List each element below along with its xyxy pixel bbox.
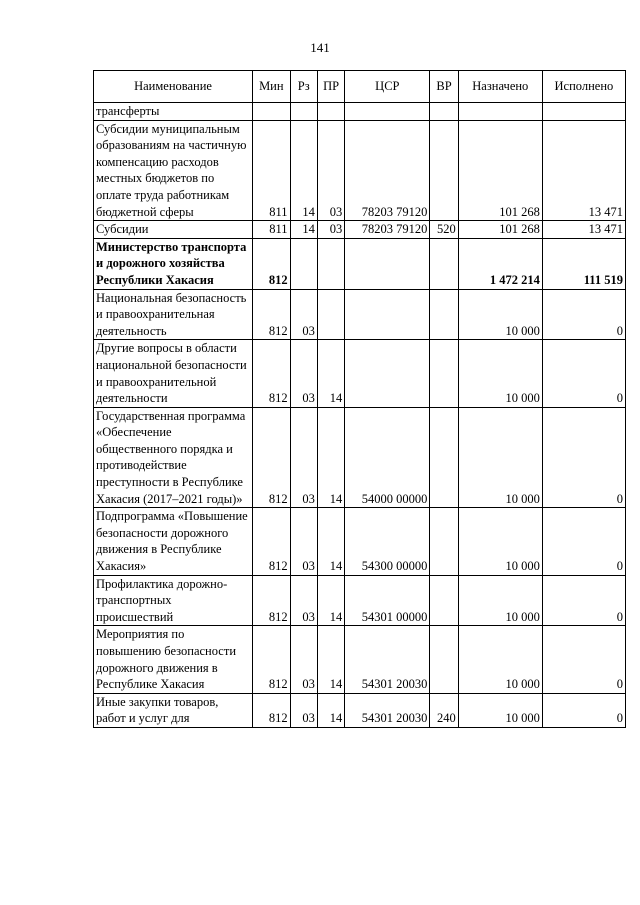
- cell-rz: 03: [290, 340, 317, 407]
- cell-naznacheno: 1 472 214: [458, 238, 542, 289]
- cell-rz: 03: [290, 693, 317, 727]
- cell-rz: 14: [290, 221, 317, 239]
- table-row: [94, 103, 626, 121]
- cell-rz: 14: [290, 120, 317, 221]
- cell-naznacheno: 10 000: [458, 340, 542, 407]
- cell-min: 811: [253, 120, 290, 221]
- cell-csr: 54301 20030: [345, 693, 430, 727]
- header-vr: ВР: [430, 71, 458, 103]
- cell-pr: [317, 103, 344, 121]
- cell-csr: [345, 238, 430, 289]
- cell-rz: [290, 103, 317, 121]
- cell-ispolneno: 0: [542, 575, 625, 626]
- cell-rz: 03: [290, 626, 317, 693]
- table-row: [94, 120, 626, 221]
- table-row: [94, 407, 626, 508]
- cell-vr: [430, 340, 458, 407]
- cell-naznacheno: 10 000: [458, 575, 542, 626]
- cell-name: Мероприятия по повышению безопасности дорожного движения в Республике Хакасия: [94, 626, 253, 693]
- budget-table: [93, 70, 626, 728]
- cell-naznacheno: 10 000: [458, 693, 542, 727]
- cell-name: Профилактика дорожно-транспортных происшествий: [94, 575, 253, 626]
- cell-min: 812: [253, 340, 290, 407]
- cell-vr: [430, 575, 458, 626]
- page-number: 141: [310, 40, 330, 55]
- table-row: [94, 221, 626, 239]
- cell-naznacheno: 10 000: [458, 289, 542, 340]
- cell-vr: [430, 289, 458, 340]
- cell-pr: 03: [317, 221, 344, 239]
- cell-csr: 78203 79120: [345, 221, 430, 239]
- cell-min: 812: [253, 626, 290, 693]
- cell-pr: 14: [317, 693, 344, 727]
- cell-name: трансферты: [94, 103, 253, 121]
- header-naznacheno: Назначено: [458, 71, 542, 103]
- cell-csr: [345, 103, 430, 121]
- cell-min: 812: [253, 575, 290, 626]
- cell-ispolneno: 0: [542, 407, 625, 508]
- table-row: [94, 575, 626, 626]
- cell-ispolneno: 13 471: [542, 120, 625, 221]
- cell-pr: [317, 289, 344, 340]
- cell-rz: 03: [290, 508, 317, 575]
- cell-name: Подпрограмма «Повышение безопасности дорожного движения в Республике Хакасия»: [94, 508, 253, 575]
- header-ispolneno: Исполнено: [542, 71, 625, 103]
- cell-pr: 14: [317, 626, 344, 693]
- cell-csr: 78203 79120: [345, 120, 430, 221]
- header-rz: Рз: [290, 71, 317, 103]
- cell-min: 812: [253, 289, 290, 340]
- cell-csr: 54301 20030: [345, 626, 430, 693]
- table-header-row: [94, 71, 626, 103]
- cell-vr: 240: [430, 693, 458, 727]
- table-row: [94, 508, 626, 575]
- cell-name: Национальная безопасность и правоохранительная деятельность: [94, 289, 253, 340]
- cell-min: 811: [253, 221, 290, 239]
- cell-rz: 03: [290, 575, 317, 626]
- cell-vr: 520: [430, 221, 458, 239]
- cell-name: Иные закупки товаров, работ и услуг для: [94, 693, 253, 727]
- header-csr: ЦСР: [345, 71, 430, 103]
- cell-vr: [430, 626, 458, 693]
- table-row-ministry: [94, 238, 626, 289]
- cell-csr: 54000 00000: [345, 407, 430, 508]
- cell-naznacheno: 10 000: [458, 626, 542, 693]
- cell-name: Министерство транспорта и дорожного хозяйства Республики Хакасия: [94, 238, 253, 289]
- cell-pr: 03: [317, 120, 344, 221]
- cell-rz: 03: [290, 407, 317, 508]
- cell-vr: [430, 238, 458, 289]
- cell-name: Субсидии муниципальным образованиям на частичную компенсацию расходов местных бюджетов по оплате труда работникам бюджетной сферы: [94, 120, 253, 221]
- cell-name: Государственная программа «Обеспечение общественного порядка и противодействие преступности в Республике Хакасия (2017–2021 годы)»: [94, 407, 253, 508]
- cell-naznacheno: 10 000: [458, 407, 542, 508]
- cell-vr: [430, 103, 458, 121]
- cell-vr: [430, 407, 458, 508]
- cell-vr: [430, 120, 458, 221]
- cell-name: Другие вопросы в области национальной безопасности и правоохранительной деятельности: [94, 340, 253, 407]
- cell-pr: 14: [317, 407, 344, 508]
- cell-ispolneno: 13 471: [542, 221, 625, 239]
- table-row: [94, 693, 626, 727]
- header-pr: ПР: [317, 71, 344, 103]
- cell-rz: [290, 238, 317, 289]
- cell-ispolneno: 0: [542, 693, 625, 727]
- cell-name: Субсидии: [94, 221, 253, 239]
- cell-min: [253, 103, 290, 121]
- table-row: [94, 626, 626, 693]
- cell-ispolneno: 0: [542, 340, 625, 407]
- table-row: [94, 340, 626, 407]
- header-name: Наименование: [94, 71, 253, 103]
- cell-ispolneno: 0: [542, 289, 625, 340]
- cell-min: 812: [253, 508, 290, 575]
- cell-csr: 54300 00000: [345, 508, 430, 575]
- cell-rz: 03: [290, 289, 317, 340]
- cell-pr: [317, 238, 344, 289]
- cell-min: 812: [253, 407, 290, 508]
- cell-csr: [345, 340, 430, 407]
- cell-naznacheno: [458, 103, 542, 121]
- cell-pr: 14: [317, 575, 344, 626]
- cell-ispolneno: 0: [542, 626, 625, 693]
- cell-csr: 54301 00000: [345, 575, 430, 626]
- cell-naznacheno: 101 268: [458, 120, 542, 221]
- cell-ispolneno: 0: [542, 508, 625, 575]
- cell-csr: [345, 289, 430, 340]
- cell-min: 812: [253, 693, 290, 727]
- header-min: Мин: [253, 71, 290, 103]
- cell-vr: [430, 508, 458, 575]
- cell-naznacheno: 10 000: [458, 508, 542, 575]
- cell-ispolneno: 111 519: [542, 238, 625, 289]
- table-row: [94, 289, 626, 340]
- cell-min: 812: [253, 238, 290, 289]
- cell-ispolneno: [542, 103, 625, 121]
- cell-pr: 14: [317, 340, 344, 407]
- cell-naznacheno: 101 268: [458, 221, 542, 239]
- cell-pr: 14: [317, 508, 344, 575]
